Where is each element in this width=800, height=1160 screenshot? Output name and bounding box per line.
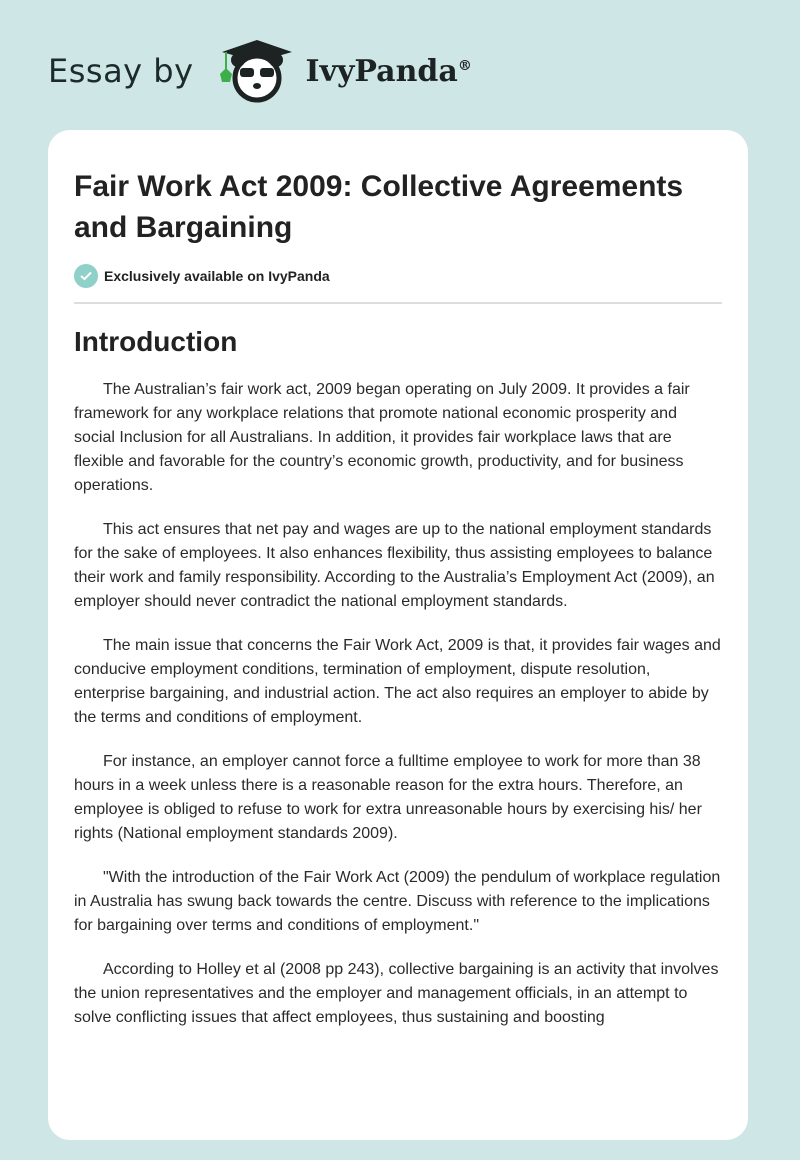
badge-text: Exclusively available on IvyPanda xyxy=(104,268,330,284)
essay-title: Fair Work Act 2009: Collective Agreements and Bargaining xyxy=(74,170,684,244)
check-icon xyxy=(74,264,98,288)
paragraph: This act ensures that net pay and wages are up to the national employment standards for the sake of employees. It also enhances flexibility, thus assisting employees to balance their work and family responsibility. According to the Australia’s Employment Act (2009), an employer should never contradict the national employment standards. xyxy=(74,521,715,610)
brand-name: IvyPanda® xyxy=(305,53,472,89)
section-heading: Introduction xyxy=(74,326,238,357)
ivypanda-logo-icon xyxy=(212,36,302,106)
paragraph: For instance, an employer cannot force a fulltime employee to work for more than 38 hours in a week unless there is a reasonable reason for the extra hours. Therefore, an employee is obliged to refuse to work for extra unreasonable hours by exercising his/ her rights (National employment standards 2009). xyxy=(74,753,702,842)
site-header xyxy=(48,36,472,106)
paragraph: The main issue that concerns the Fair Work Act, 2009 is that, it provides fair wages and conducive employment conditions, termination of employment, dispute resolution, enterprise bargaining, and industrial action. The act also requires an employer to abide by the terms and conditions of employment. xyxy=(74,637,721,726)
exclusive-badge xyxy=(74,264,722,304)
essay-by-label: Essay by xyxy=(48,52,194,90)
paragraph: "With the introduction of the Fair Work Act (2009) the pendulum of workplace regulation in Australia has swung back towards the centre. Discuss with reference to the implications for bargaining over terms and conditions of employment." xyxy=(74,869,721,934)
paragraph: According to Holley et al (2008 pp 243), collective bargaining is an activity that involves the union representatives and the employer and management officials, in an attempt to solve conflicting issues that affect employees, thus sustaining and boosting xyxy=(74,961,719,1026)
essay-card xyxy=(48,130,748,1140)
paragraph: The Australian’s fair work act, 2009 began operating on July 2009. It provides a fair framework for any workplace relations that promote national economic prosperity and social Inclusion for all Australians. In addition, it provides fair workplace laws that are flexible and favorable for the country’s economic growth, productivity, and for business operations. xyxy=(74,381,690,494)
